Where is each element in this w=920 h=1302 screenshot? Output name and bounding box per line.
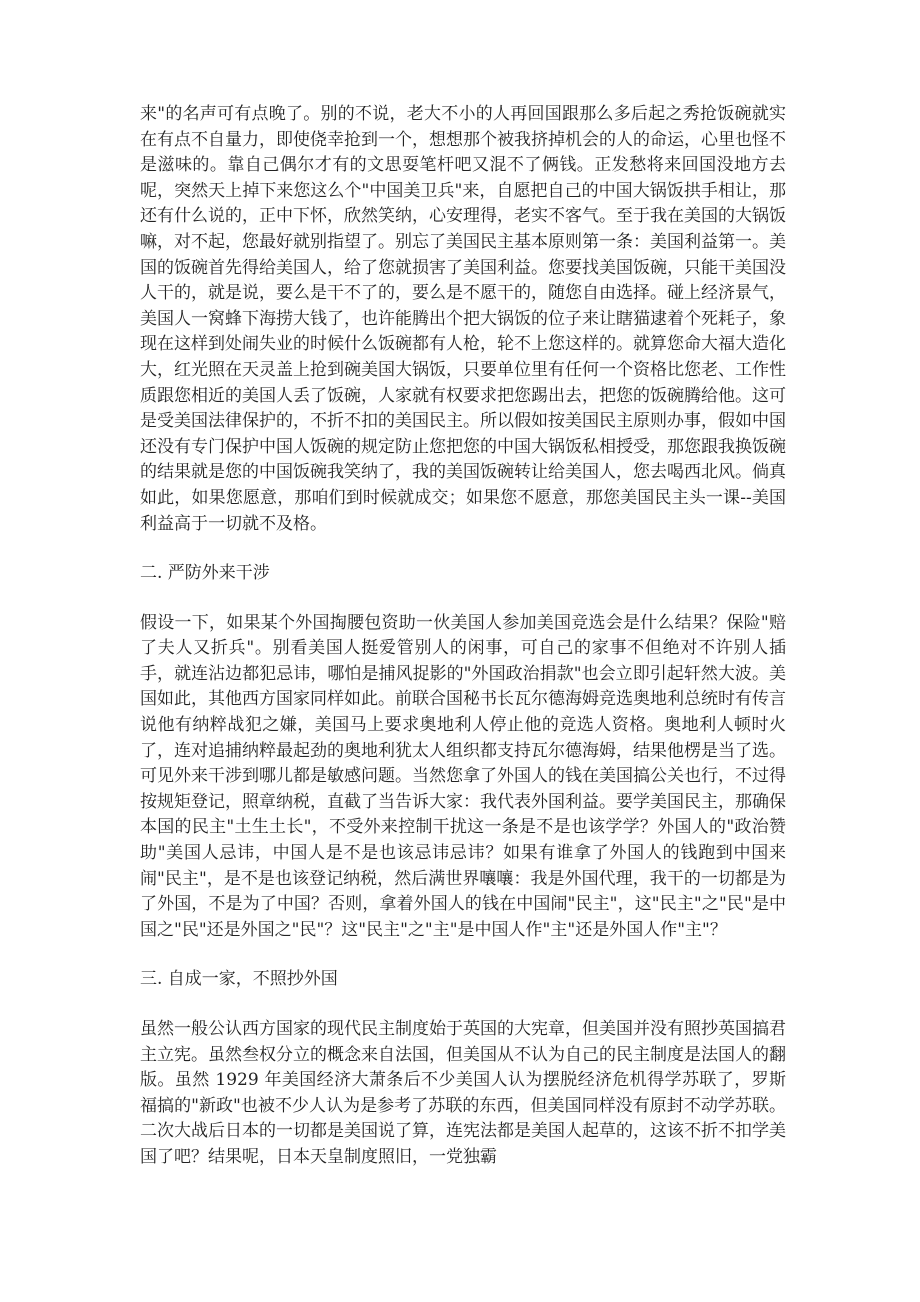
section-heading-2: 二. 严防外来干涉 bbox=[140, 563, 270, 584]
paragraph-3: 虽然一般公认西方国家的现代民主制度始于英国的大宪章，但美国并没有照抄英国搞君主立宪。虽然叁权分立的概念来自法国，但美国从不认为自己的民主制度是法国人的翻版。虽然 1929 年美国经济大萧条后不少美国人认为摆脱经济危机得学苏联了，罗斯福搞的"新政"也被不少人认为是参考了苏联的东西，但美国同样没有原封不动学苏联。二次大战后日本的一切都是美国说了算，连宪法都是美国人起草的，这该不折不扣学美国了吧？结果呢，日本天皇制度照旧，一党独霸 bbox=[140, 1019, 786, 1167]
paragraph-1: 来"的名声可有点晚了。别的不说，老大不小的人再回国跟那么多后起之秀抢饭碗就实在有点不自量力，即使侥幸抢到一个，想想那个被我挤掉机会的人的命运，心里也怪不是滋味的。靠自己偶尔才有的文思耍笔杆吧又混不了俩钱。正发愁将来回国没地方去呢，突然天上掉下来您这么个"中国美卫兵"来，自愿把自己的中国大锅饭拱手相让，那还有什么说的，正中下怀，欣然笑纳，心安理得，老实不客气。至于我在美国的大锅饭嘛，对不起，您最好就别指望了。别忘了美国民主基本原则第一条：美国利益第一。美国的饭碗首先得给美国人，给了您就损害了美国利益。您要找美国饭碗，只能干美国没人干的，就是说，要么是干不了的，要么是不愿干的，随您自由选择。碰上经济景气，美国人一窝蜂下海捞大钱了，也许能腾出个把大锅饭的位子来让瞎猫逮着个死耗子，象现在这样到处闹失业的时候什么饭碗都有人枪，轮不上您这样的。就算您命大福大造化大，红光照在天灵盖上抢到碗美国大锅饭，只要单位里有任何一个资格比您老、工作性质跟您相近的美国人丢了饭碗，人家就有权要求把您踢出去，把您的饭碗腾给他。这可是受美国法律保护的，不折不扣的美国民主。所以假如按美国民主原则办事，假如中国还没有专门保护中国人饭碗的规定防止您把您的中国大锅饭私相授受，那您跟我换饭碗的结果就是您的中国饭碗我笑纳了，我的美国饭碗转让给美国人，您去喝西北风。倘真如此，如果您愿意，那咱们到时候就成交；如果您不愿意，那您美国民主头一课--美国利益高于一切就不及格。 bbox=[140, 104, 786, 534]
section-heading-3: 三. 自成一家，不照抄外国 bbox=[140, 969, 338, 990]
paragraph-2: 假设一下，如果某个外国掏腰包资助一伙美国人参加美国竞选会是什么结果？保险"赔了夫人又折兵"。别看美国人挺爱管别人的闲事，可自己的家事不但绝对不许别人插手，就连沾边都犯忌讳，哪怕是捕风捉影的"外国政治捐款"也会立即引起轩然大波。美国如此，其他西方国家同样如此。前联合国秘书长瓦尔德海姆竞选奥地利总统时有传言说他有纳粹战犯之嫌，美国马上要求奥地利人停止他的竞选人资格。奥地利人顿时火了，连对追捕纳粹最起劲的奥地利犹太人组织都支持瓦尔德海姆，结果他楞是当了选。可见外来干涉到哪儿都是敏感问题。当然您拿了外国人的钱在美国搞公关也行，不过得按规矩登记，照章纳税，直截了当告诉大家：我代表外国利益。要学美国民主，那确保本国的民主"土生土长"，不受外来控制干扰这一条是不是也该学学？外国人的"政治赞助"美国人忌讳，中国人是不是也该忌讳忌讳？如果有谁拿了外国人的钱跑到中国来闹"民主"，是不是也该登记纳税，然后满世界嚷嚷：我是外国代理，我干的一切都是为了外国，不是为了中国？否则，拿着外国人的钱在中国闹"民主"，这"民主"之"民"是中国之"民"还是外国之"民"？这"民主"之"主"是中国人作"主"还是外国人作"主"？ bbox=[140, 612, 786, 940]
document-body bbox=[140, 102, 786, 1171]
